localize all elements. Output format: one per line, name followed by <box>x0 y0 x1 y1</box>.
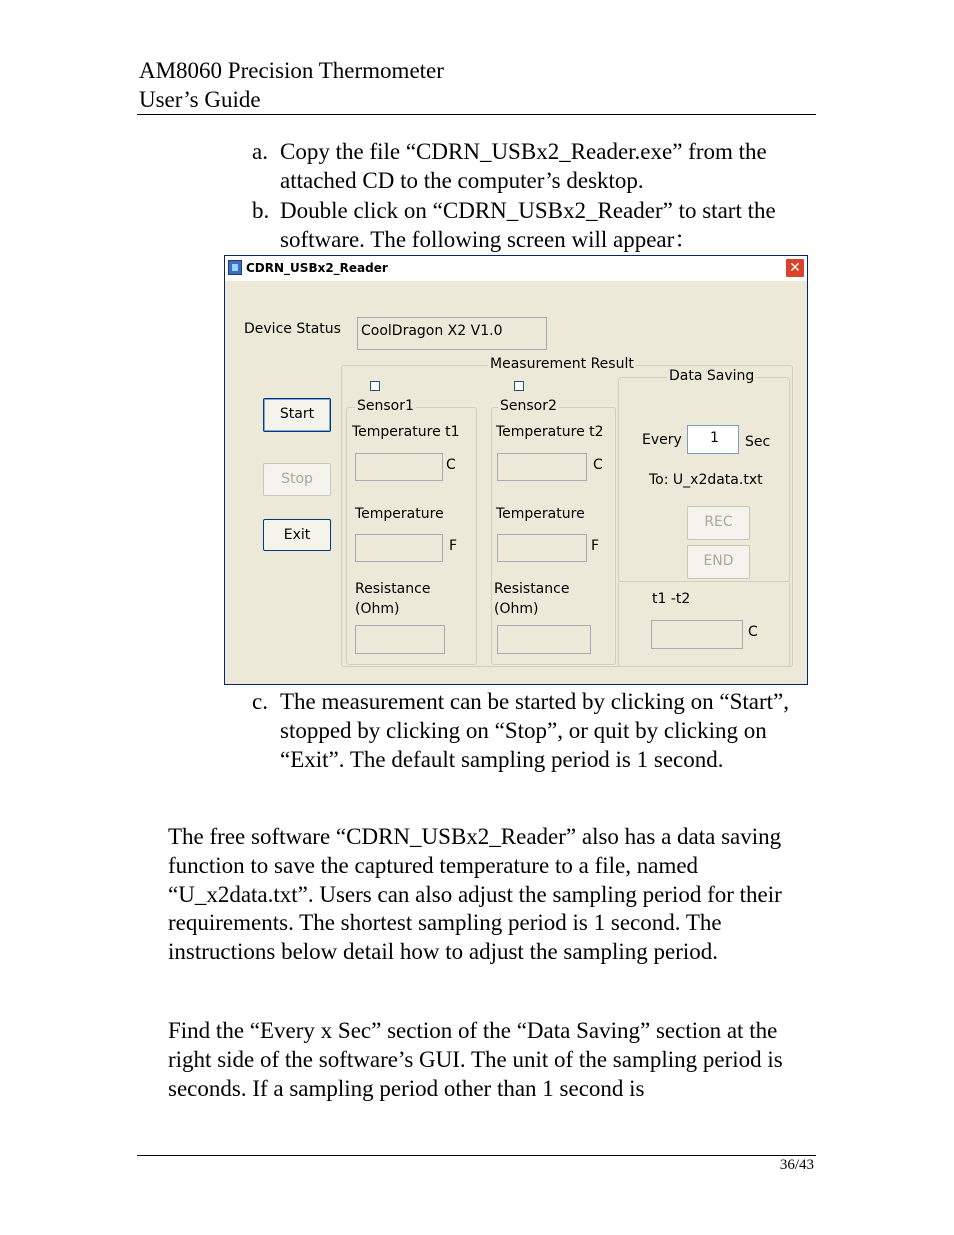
reader-window <box>224 255 808 685</box>
sensor1-temp-f-label: Temperature <box>355 506 444 522</box>
stop-button[interactable]: Stop <box>263 463 331 496</box>
data-saving-title: Data Saving <box>669 368 755 384</box>
sensor2-temp-f-label: Temperature <box>496 506 585 522</box>
step-b <box>252 196 822 256</box>
document-subtitle: User’s Guide <box>139 87 261 112</box>
start-button[interactable]: Start <box>263 398 331 432</box>
window-client <box>225 281 807 684</box>
step-b-text: Double click on “CDRN_USBx2_Reader” to start the software. The following screen will appear： <box>280 198 776 252</box>
footer-rule <box>137 1155 816 1156</box>
step-a-text: Copy the file “CDRN_USBx2_Reader.exe” from the attached CD to the computer’s desktop. <box>280 139 767 193</box>
page-number: 36/43 <box>779 1157 814 1173</box>
device-status-value: CoolDragon X2 V1.0 <box>361 323 503 339</box>
sensor2-title: Sensor2 <box>500 398 557 414</box>
sensor1-unit-f: F <box>449 538 458 554</box>
sensor2-temp-c-field <box>497 453 587 481</box>
sensor1-resistance-unit-label: (Ohm) <box>355 601 400 617</box>
difference-field <box>651 620 743 649</box>
sensor1-resistance-field <box>355 625 445 654</box>
sensor1-title: Sensor1 <box>357 398 414 414</box>
sampling-period-input[interactable] <box>687 425 739 454</box>
sensor2-temp-f-field <box>497 534 587 562</box>
header-rule <box>137 114 816 115</box>
sampling-period-value: 1 <box>710 430 719 446</box>
window-titlebar <box>225 256 807 281</box>
exit-button[interactable]: Exit <box>263 519 331 551</box>
window-title: CDRN_USBx2_Reader <box>246 261 388 275</box>
sensor2-unit-f: F <box>591 538 600 554</box>
measurement-result-title: Measurement Result <box>490 356 634 372</box>
step-c <box>252 687 822 803</box>
sensor2-resistance-unit-label: (Ohm) <box>494 601 539 617</box>
step-a <box>252 137 822 197</box>
sec-label: Sec <box>745 434 771 450</box>
close-icon[interactable]: ✕ <box>785 258 805 278</box>
device-status-label: Device Status <box>244 321 341 337</box>
sensor2-resistance-label: Resistance <box>494 581 570 597</box>
save-file-label: To: U_x2data.txt <box>649 472 763 488</box>
step-a-label: a. <box>252 139 268 164</box>
sensor1-temp-c-field <box>355 453 443 481</box>
paragraph-every-sec: Find the “Every x Sec” section of the “Data Saving” section at the right side of the software’s GUI. The unit of the sampling period is seconds. If a sampling period other than 1 second is <box>168 1018 783 1101</box>
difference-label: t1 -t2 <box>652 591 691 607</box>
sensor2-temp-c-label: Temperature t2 <box>496 424 604 440</box>
end-button[interactable]: END <box>687 545 750 579</box>
device-status-field <box>357 317 547 350</box>
rec-button[interactable]: REC <box>687 506 750 540</box>
difference-unit: C <box>748 624 758 640</box>
sensor1-unit-c: C <box>446 457 456 473</box>
app-icon <box>228 260 242 275</box>
document-title: AM8060 Precision Thermometer <box>139 58 444 83</box>
step-c-text: The measurement can be started by clicking on “Start”, stopped by clicking on “Stop”, or quit by clicking on “Exit”. The default sampling period is 1 second. <box>280 689 789 772</box>
sensor1-checkbox[interactable] <box>370 381 380 391</box>
paragraph-data-saving: The free software “CDRN_USBx2_Reader” also has a data saving function to save the captured temperature to a file, named “U_x2data.txt”. Users can also adjust the sampling period for their requirements. The shortest sampling period is 1 second. The instructions below detail how to adjust the sampling period. <box>168 824 782 965</box>
sensor2-checkbox[interactable] <box>514 381 524 391</box>
step-b-label: b. <box>252 198 270 223</box>
step-c-label: c. <box>252 689 268 714</box>
every-label: Every <box>642 432 682 448</box>
sensor1-temp-f-field <box>355 534 443 562</box>
sensor2-resistance-field <box>497 625 591 654</box>
sensor1-temp-c-label: Temperature t1 <box>352 424 460 440</box>
sensor1-resistance-label: Resistance <box>355 581 431 597</box>
sensor2-unit-c: C <box>593 457 603 473</box>
